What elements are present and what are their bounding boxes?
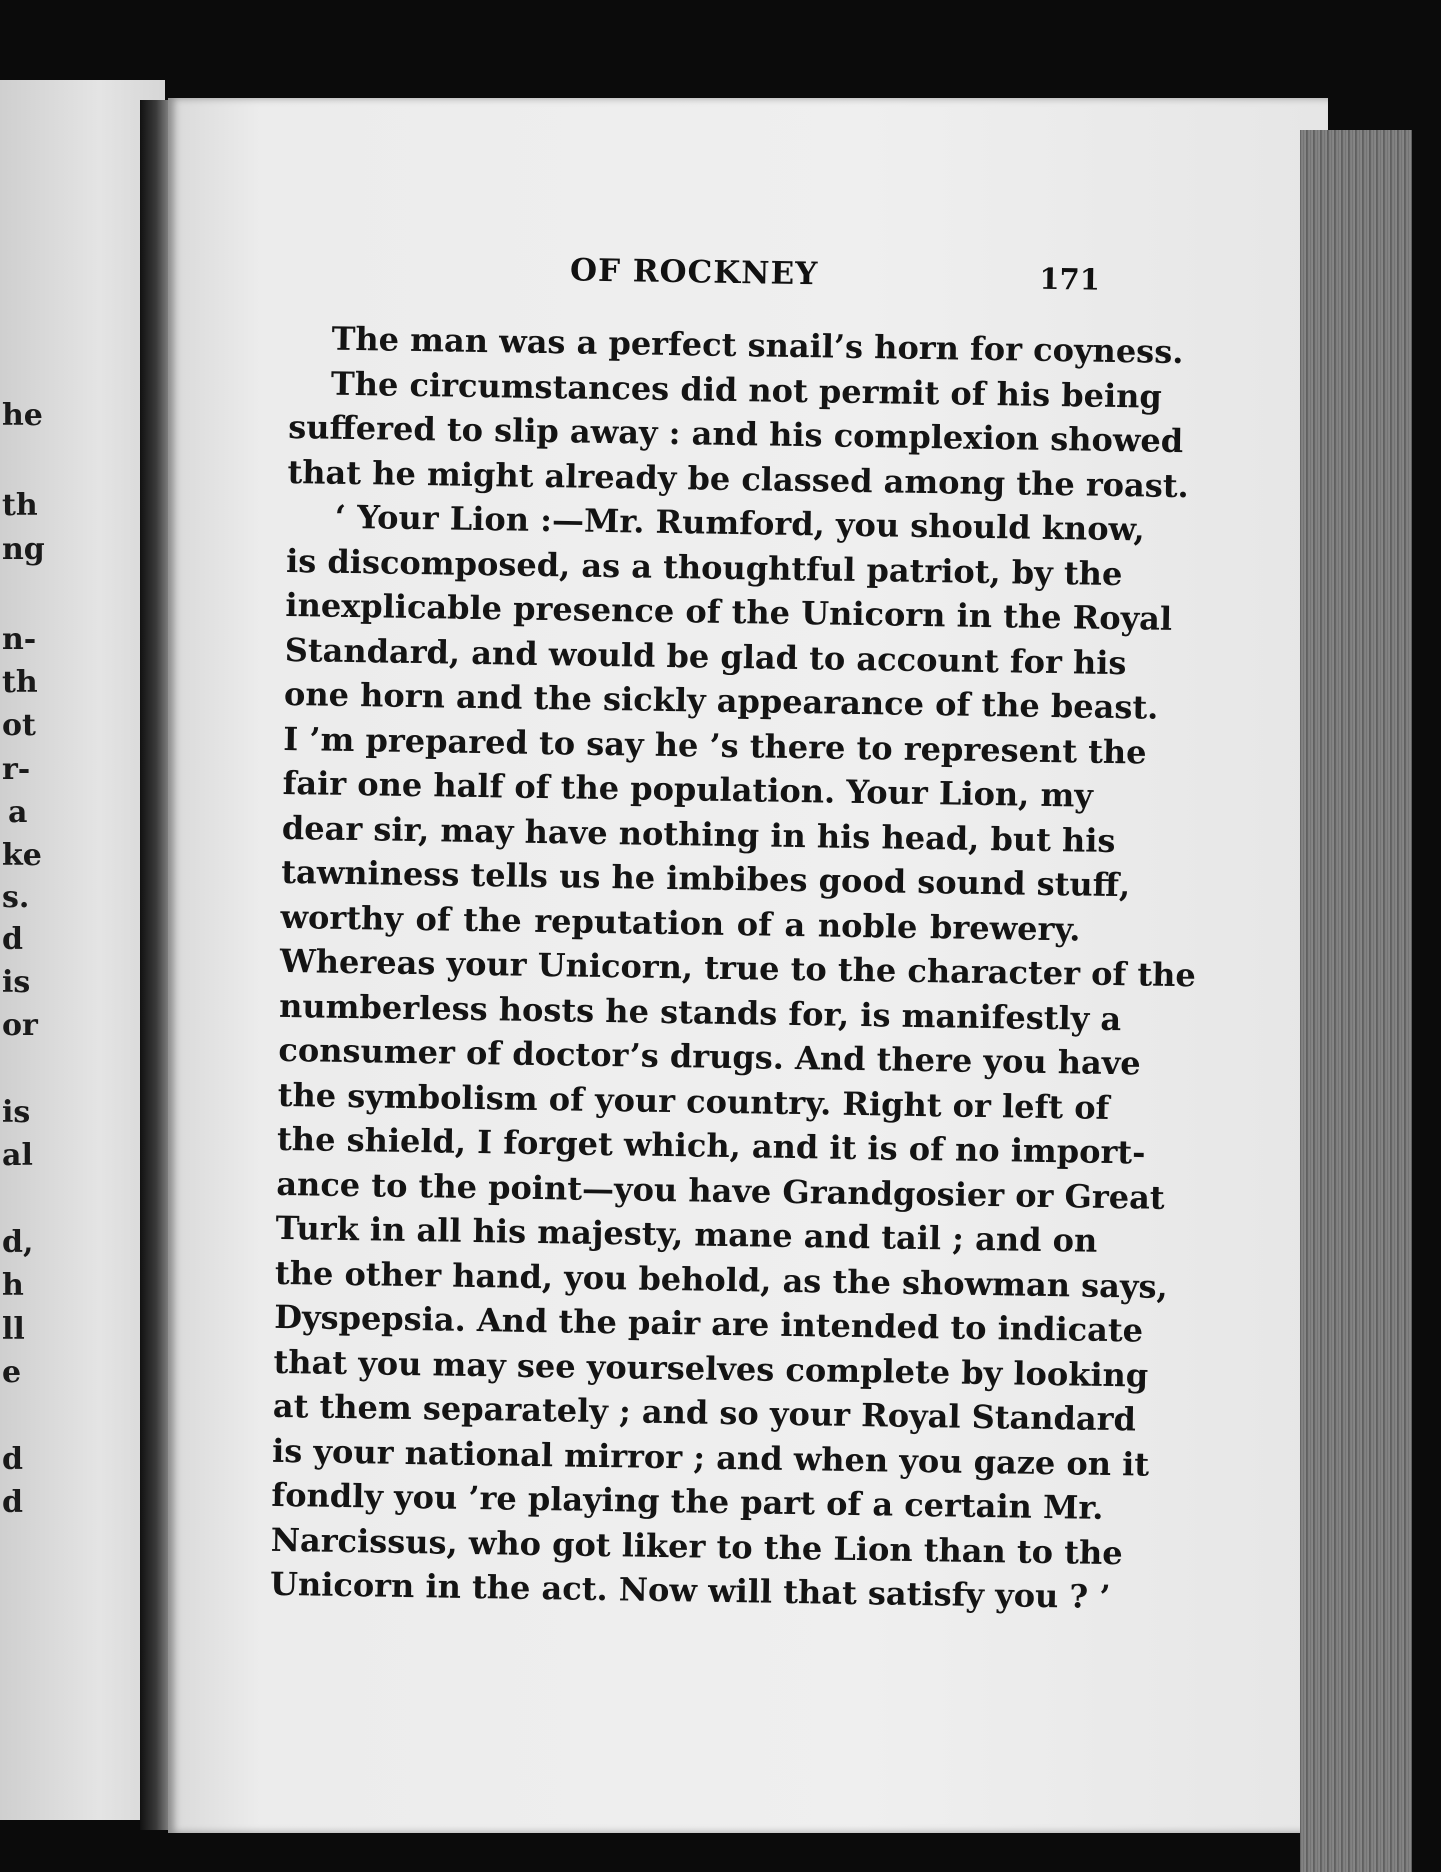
text-line: Dyspepsia. And the pair are intended to indicate: [273, 1297, 1144, 1350]
text-line: the other hand, you behold, as the showman says,: [274, 1253, 1168, 1306]
left-page-fragment: n-: [2, 622, 37, 657]
left-page-fragment: s.: [2, 880, 30, 915]
text-line: Narcissus, who got liker to the Lion than to the: [270, 1520, 1123, 1572]
left-page-fragment: d,: [2, 1225, 34, 1260]
left-page-fragment: e: [2, 1355, 22, 1390]
text-line: inexplicable presence of the Unicorn in the Royal: [285, 585, 1173, 638]
left-page-fragment: a: [8, 795, 28, 830]
left-page-fragment: is: [2, 965, 31, 1000]
text-line: the symbolism of your country. Right or left of: [277, 1075, 1110, 1127]
left-page-fragment: is: [2, 1095, 31, 1130]
text-line: Turk in all his majesty, mane and tail ; and on: [275, 1208, 1098, 1260]
left-page-fragment: d: [2, 1442, 23, 1477]
text-line: numberless hosts he stands for, is manifestly a: [278, 986, 1122, 1038]
text-line: the shield, I forget which, and it is of no import-: [276, 1119, 1146, 1172]
left-page-fragment: ot: [2, 708, 36, 743]
text-line: I ’m prepared to say he ’s there to represent the: [283, 719, 1147, 772]
text-line: The circumstances did not permit of his being: [330, 364, 1163, 416]
text-line: suffered to slip away : and his complexion showed: [287, 407, 1184, 461]
left-page-fragment: ng: [2, 532, 45, 567]
text-line: consumer of doctor’s drugs. And there you have: [278, 1030, 1142, 1083]
left-page-fragment: h: [2, 1268, 24, 1303]
left-page-fragment: al: [2, 1138, 33, 1173]
text-line: is your national mirror ; and when you gaze on it: [271, 1431, 1150, 1484]
text-line: Whereas your Unicorn, true to the character of the: [279, 941, 1197, 995]
text-line: Standard, and would be glad to account for his: [284, 630, 1127, 682]
text-line: is discomposed, as a thoughtful patriot, by the: [285, 541, 1123, 593]
left-page-fragment: ke: [2, 838, 42, 873]
left-page-fragment: r-: [2, 752, 31, 787]
text-line: worthy of the reputation of a noble brewery.: [280, 897, 1081, 948]
text-line: ance to the point—you have Grandgosier or Great: [276, 1164, 1165, 1217]
text-line: one horn and the sickly appearance of the beast.: [283, 674, 1159, 727]
running-title: OF ROCKNEY: [569, 252, 819, 293]
text-line: dear sir, may have nothing in his head, but his: [281, 808, 1116, 860]
text-line: at them separately ; and so your Royal Standard: [272, 1386, 1137, 1439]
left-page-fragment: or: [2, 1008, 38, 1043]
text-line: Unicorn in the act. Now will that satisfy you ? ’: [269, 1564, 1111, 1617]
left-page-fragment: d: [2, 1485, 23, 1520]
text-line: tawniness tells us he imbibes good sound stuff,: [280, 852, 1131, 905]
left-page-fragment: ll: [2, 1312, 25, 1347]
text-line: that he might already be classed among the roast.: [287, 452, 1190, 505]
page-edge: [1300, 130, 1412, 1872]
text-line: fair one half of the population. Your Lion, my: [282, 763, 1094, 815]
page-number: 171: [1039, 261, 1101, 297]
body-text: [269, 316, 1197, 1619]
text-line: that you may see yourselves complete by looking: [273, 1342, 1149, 1395]
left-page-fragment: th: [2, 488, 38, 523]
text-line: The man was a perfect snail’s horn for coyness.: [331, 319, 1184, 372]
text-line: fondly you ’re playing the part of a certain Mr.: [271, 1475, 1104, 1527]
left-page-fragment: th: [2, 665, 38, 700]
text-line: ‘ Your Lion :—Mr. Rumford, you should know,: [334, 497, 1145, 549]
left-page-fragment: he: [2, 398, 43, 433]
left-page-fragment: d: [2, 922, 23, 957]
